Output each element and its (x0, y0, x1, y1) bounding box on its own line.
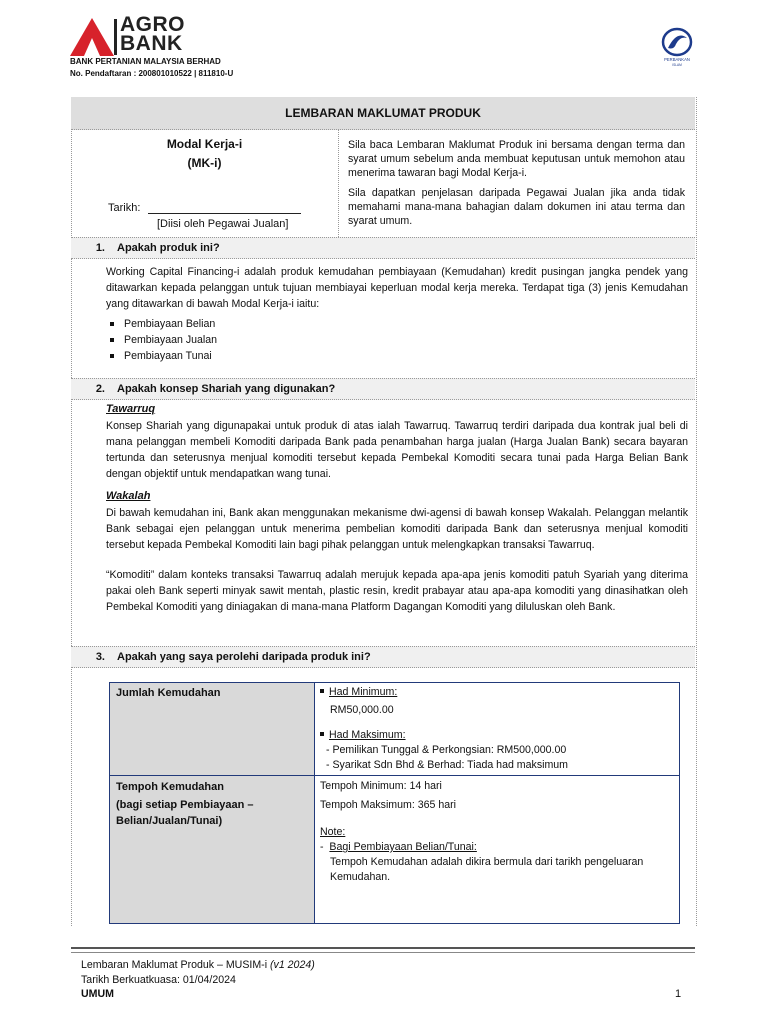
komoditi-text: “Komoditi” dalam konteks transaksi Tawarruq adalah merujuk kepada apa-apa jenis komoditi patuh Syariah yang diterima pakai oleh Bank seperti minyak sawit mentah, plastic resin, kredit prabayar atau apa-apa komoditi yang dinasihatkan oleh Pembekal Komoditi yang diniagakan di mana-mana Platform Dagangan Komoditi yang diluluskan oleh Bank. (106, 569, 688, 613)
svg-text:PERBANKAN: PERBANKAN (664, 57, 690, 62)
wakalah-text: Di bawah kemudahan ini, Bank akan menggunakan mekanisme dwi-agensi di bawah konsep Wakalah. Pelanggan melantik Bank sebagai ejen pelanggan untuk menerima pembelian komoditi daripada Bank dan seterusnya menjual komoditi tersebut kepada Pembekal Komoditi lain bagi pihak pelanggan untuk melengkapkan transaksi Tawarruq. (106, 507, 688, 551)
row-label-jumlah: Jumlah Kemudahan (116, 687, 221, 699)
footer-doc-name: Lembaran Maklumat Produk – MUSIM-i (v1 2024) (81, 959, 315, 971)
section-3-header: 3. Apakah yang saya perolehi daripada produk ini? (71, 646, 695, 668)
date-note: [Diisi oleh Pegawai Jualan] (157, 218, 289, 230)
list-item: Pembiayaan Belian (124, 316, 688, 332)
facility-table (109, 682, 680, 924)
list-item: Pembiayaan Jualan (124, 332, 688, 348)
document-title: LEMBARAN MAKLUMAT PRODUK (71, 97, 695, 130)
wakalah-heading: Wakalah (106, 490, 151, 502)
product-name: Modal Kerja-i (MK-i) (166, 137, 243, 170)
page-number: 1 (675, 988, 682, 1000)
tawarruq-heading: Tawarruq (106, 403, 156, 415)
footer-classification: UMUM (81, 988, 114, 1000)
registration-number: No. Pendaftaran : 200801010522 | 811810-U (70, 69, 234, 78)
perbankan-islam-logo-icon (656, 26, 698, 68)
brand-name: AGRO BANK (120, 13, 185, 55)
row-label-tempoh: Tempoh Kemudahan (bagi setiap Pembiayaan – Belian/Jualan/Tunai) (116, 781, 254, 827)
footer-effective-date: Tarikh Berkuatkuasa: 01/04/2024 (81, 974, 236, 986)
list-item: Pembiayaan Tunai (124, 348, 688, 364)
tempoh-details: Tempoh Minimum: 14 hari Tempoh Maksimum: 365 hari Note: - Bagi Pembiayaan Belian/Tunai: Tempoh Kemudahan adalah dikira bermula dari tarikh pengeluaran Kemudahan. (320, 780, 644, 883)
intro-text: Sila baca Lembaran Maklumat Produk ini bersama dengan terma dan syarat umum sebelum anda membuat keputusan untuk memohon atau menerima tawaran bagi Modal Kerja-i. Sila dapatkan penjelasan daripada Pegawai Jualan jika anda tidak memahami mana-mana bahagian dalam dokumen ini atau terma dan syarat umum. (348, 139, 685, 227)
tawarruq-text: Konsep Shariah yang digunapakai untuk produk di atas ialah Tawarruq. Tawarruq terdiri daripada dua kontrak jual beli di mana pelanggan membeli Komoditi daripada Bank pada penambahan harga jualan (Harga Jualan Bank) secara bayaran tertunda dan seterusnya menjual komoditi tersebut kepada Pembekal Komoditi secara tunai pada Harga Belian Bank dengan objektif untuk mendapatkan wang tunai. (106, 420, 688, 480)
jumlah-details: Had Minimum: RM50,000.00 Had Maksimum: - Pemilikan Tunggal & Perkongsian: RM500,000.00 - Syarikat Sdn Bhd & Berhad: Tiada had maksimum (320, 685, 675, 773)
section-2-body (106, 401, 688, 615)
company-name: BANK PERTANIAN MALAYSIA BERHAD (70, 57, 221, 66)
section-1-body: Working Capital Financing-i adalah produk kemudahan pembiayaan (Kemudahan) kredit pusingan jangka pendek yang ditawarkan kepada pelanggan untuk tujuan membiayai keperluan modal kerja mereka. Terdapat tiga (3) jenis Kemudahan yang ditawarkan di bawah Modal Kerja-i iaitu: Pembiayaan Belian Pembiayaan Jualan Pembiayaan Tunai (106, 266, 688, 362)
section-1-header: 1. Apakah produk ini? (71, 237, 695, 259)
date-label: Tarikh: (108, 202, 141, 214)
svg-text:ISLAM: ISLAM (672, 63, 682, 67)
section-2-header: 2. Apakah konsep Shariah yang digunakan? (71, 378, 695, 400)
facility-list (106, 316, 688, 364)
date-field[interactable] (148, 213, 301, 214)
